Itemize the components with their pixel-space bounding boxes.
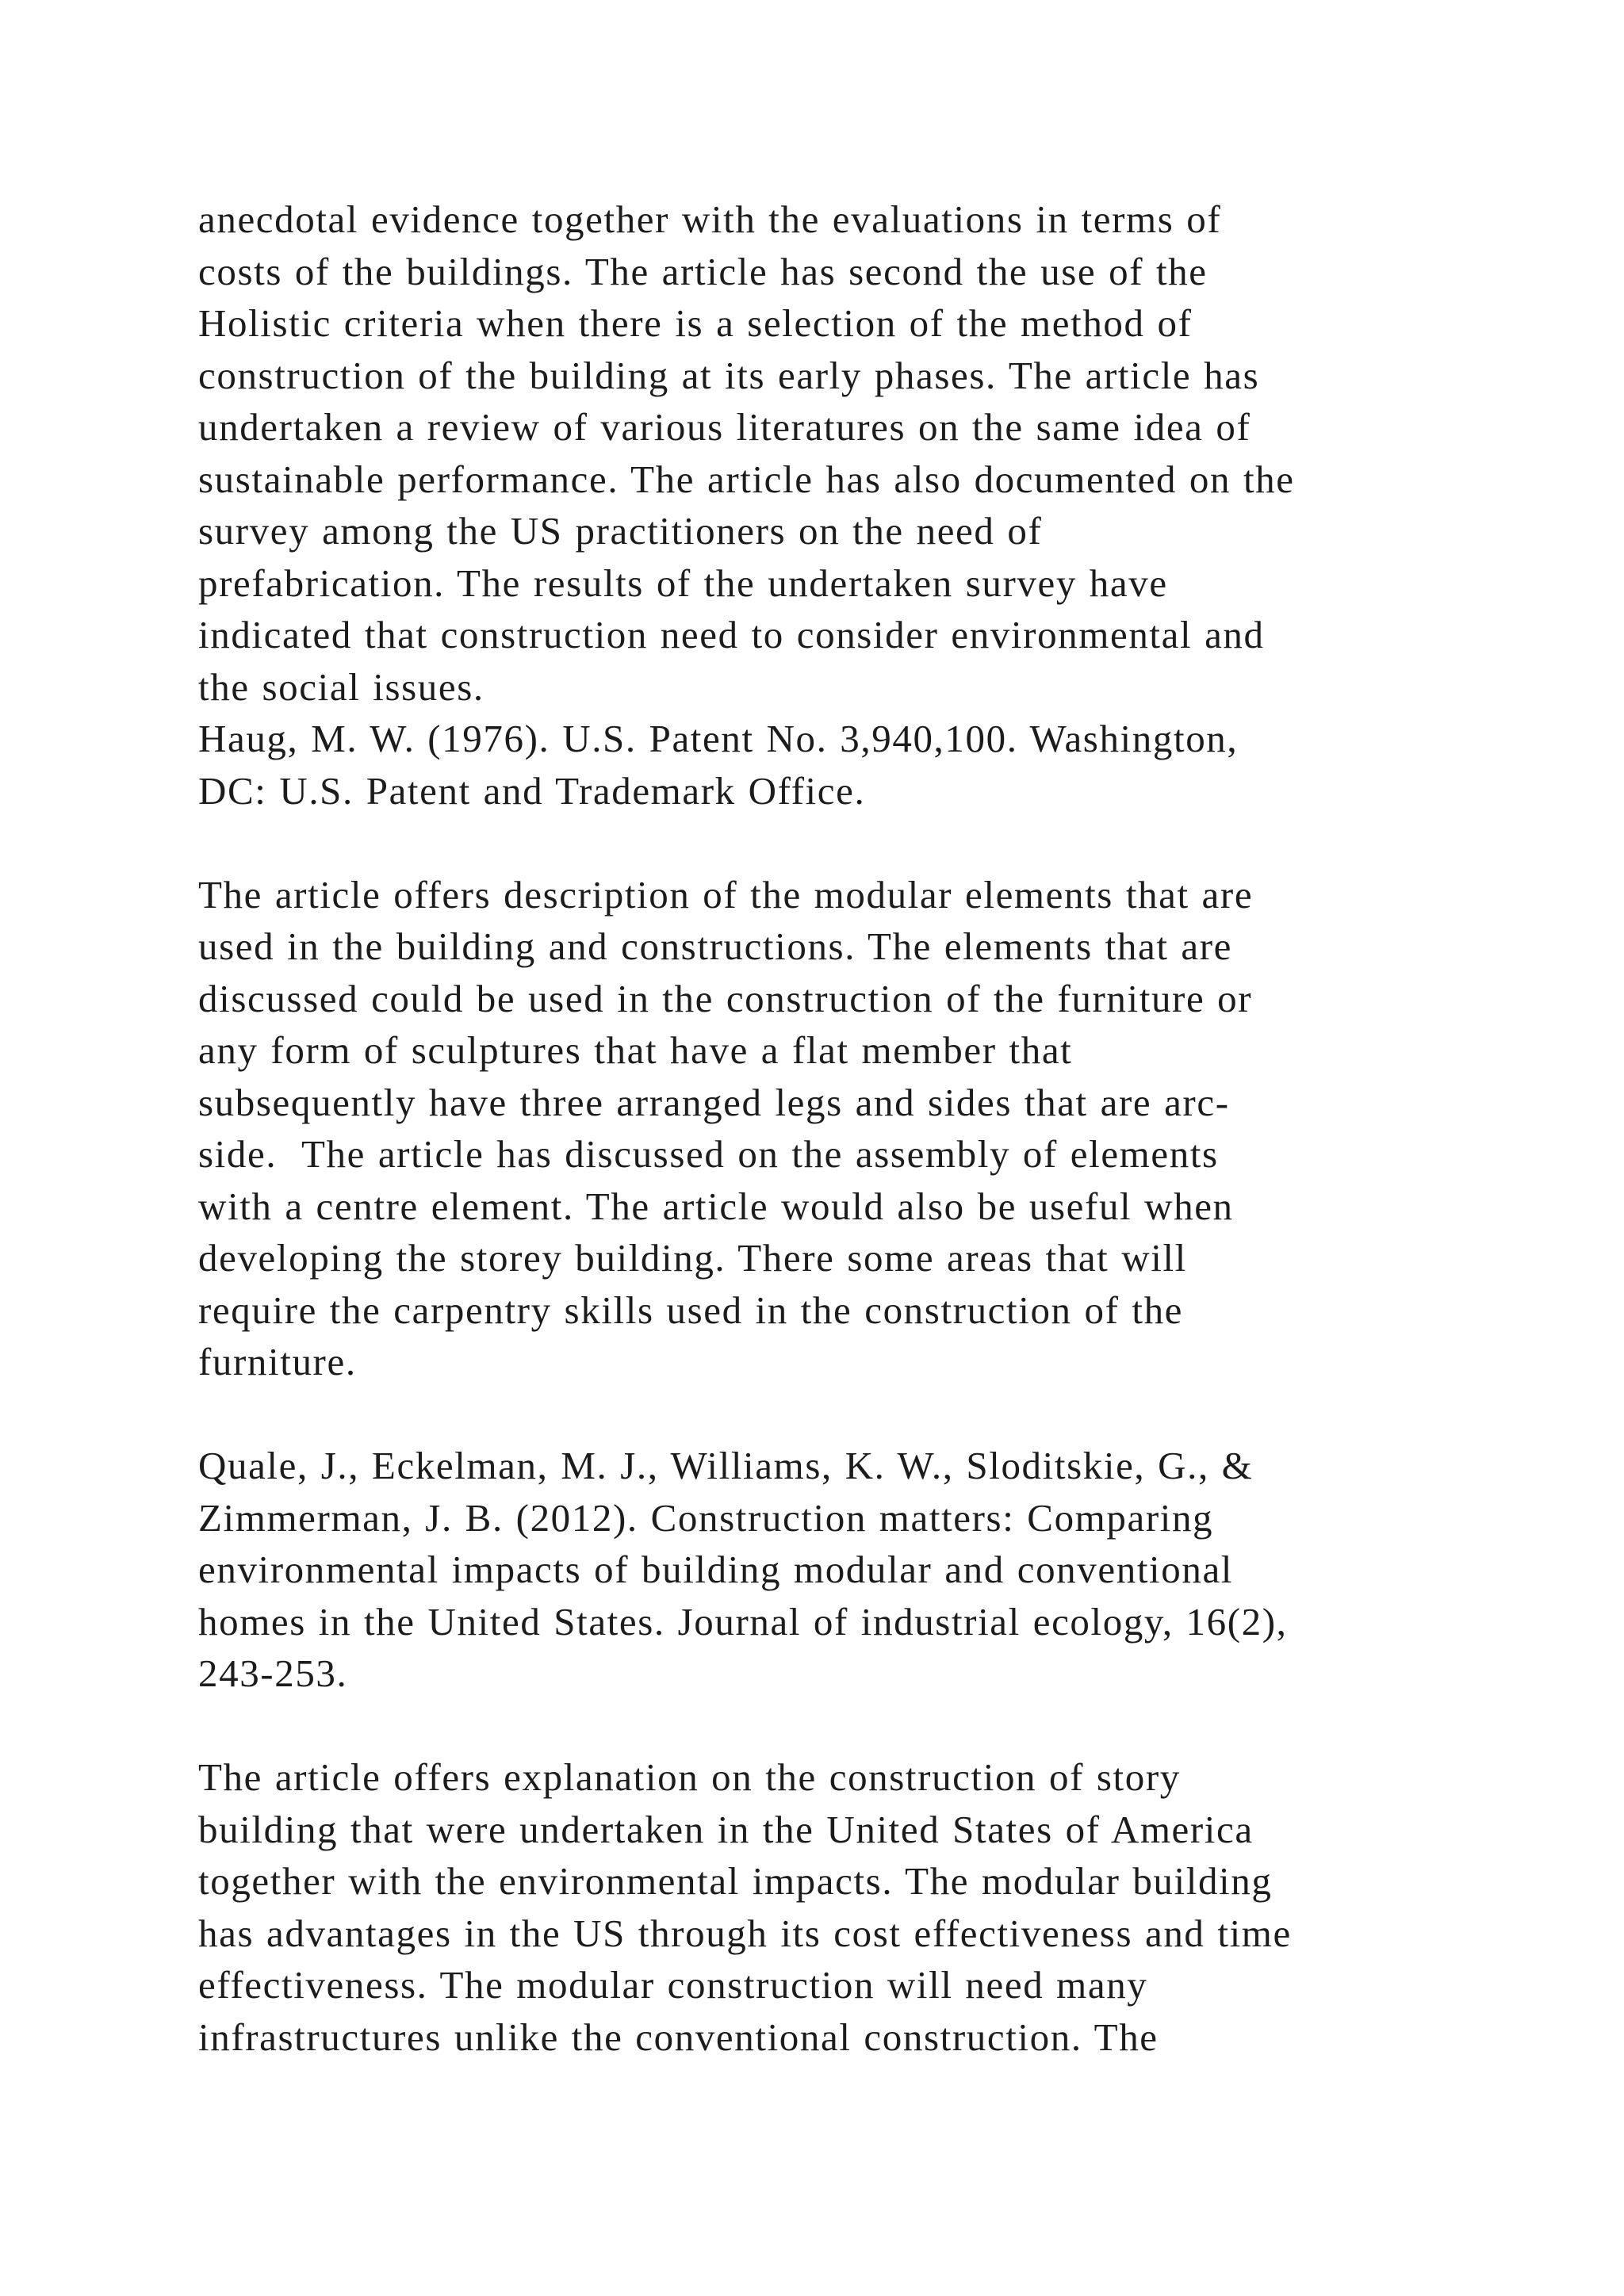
reference-line: Zimmerman, J. B. (2012). Construction matters: Comparing — [198, 1495, 1214, 1540]
text-line: require the carpentry skills used in the construction of the — [198, 1288, 1184, 1332]
text-line: used in the building and constructions. The elements that are — [198, 924, 1233, 968]
text-line: prefabrication. The results of the undertaken survey have — [198, 561, 1168, 605]
text-line: furniture. — [198, 1340, 357, 1383]
reference-line: Haug, M. W. (1976). U.S. Patent No. 3,940,100. Washington, — [198, 717, 1239, 760]
text-line: costs of the buildings. The article has second the use of the — [198, 249, 1208, 293]
reference-line: DC: U.S. Patent and Trademark Office. — [198, 768, 866, 813]
text-line: subsequently have three arranged legs and sides that are arc- — [198, 1080, 1230, 1124]
text-line: construction of the building at its early phases. The article has — [198, 353, 1260, 397]
text-line: The article offers description of the modular elements that are — [198, 872, 1254, 916]
text-line: developing the storey building. There some areas that will — [198, 1236, 1187, 1280]
text-line: sustainable performance. The article has also documented on the — [198, 457, 1295, 501]
text-line: undertaken a review of various literatures on the same idea of — [198, 405, 1251, 449]
reference-line: environmental impacts of building modular and conventional — [198, 1548, 1234, 1591]
text-line: with a centre element. The article would also be useful when — [198, 1184, 1234, 1228]
reference-line: 243-253. — [198, 1651, 348, 1695]
paragraph-gap — [198, 1388, 1546, 1441]
text-line: survey among the US practitioners on the need of — [198, 509, 1043, 553]
text-line: building that were undertaken in the United States of America — [198, 1807, 1254, 1851]
text-line: The article offers explanation on the construction of story — [198, 1755, 1181, 1799]
document-body — [198, 193, 1546, 2063]
reference-line: homes in the United States. Journal of industrial ecology, 16(2), — [198, 1599, 1288, 1644]
text-line: together with the environmental impacts. The modular building — [198, 1859, 1273, 1903]
paragraph-gap — [198, 1700, 1546, 1752]
text-line: side. The article has discussed on the assembly of elements — [198, 1132, 1219, 1176]
text-line: discussed could be used in the construction of the furniture or — [198, 976, 1253, 1020]
text-line: infrastructures unlike the conventional construction. The — [198, 2015, 1159, 2059]
reference-line: Quale, J., Eckelman, M. J., Williams, K. W., Sloditskie, G., & — [198, 1444, 1254, 1487]
text-line: the social issues. — [198, 664, 485, 709]
text-line: indicated that construction need to consider environmental and — [198, 613, 1265, 656]
paragraph-gap — [198, 817, 1546, 869]
text-line: anecdotal evidence together with the evaluations in terms of — [198, 197, 1222, 241]
text-line: Holistic criteria when there is a selection of the method of — [198, 301, 1193, 345]
text-line: has advantages in the US through its cost effectiveness and time — [198, 1911, 1292, 1955]
text-line: effectiveness. The modular construction will need many — [198, 1963, 1148, 2007]
text-line: any form of sculptures that have a flat member that — [198, 1028, 1073, 1072]
